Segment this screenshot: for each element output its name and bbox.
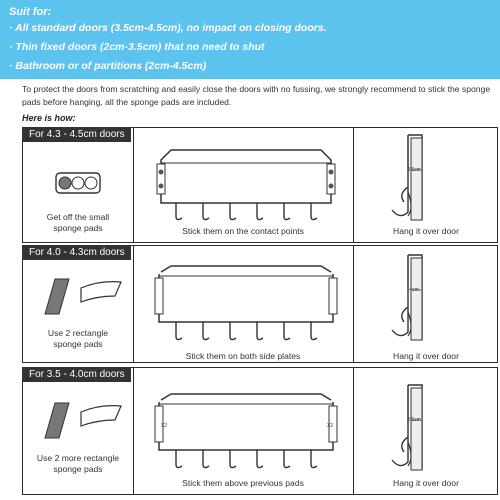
banner-line-thin-doors: · Thin fixed doors (2cm-3.5cm) that no need to shut — [9, 41, 265, 53]
column-divider — [353, 368, 354, 494]
mid-caption: Stick them on the contact points — [182, 226, 304, 236]
left-caption-line-2: sponge pads — [53, 464, 103, 474]
left-caption-line-2: sponge pads — [53, 223, 103, 233]
x2-tag-left: X2 — [160, 423, 168, 429]
panel-header: For 3.5 - 4.0cm doors — [22, 367, 131, 382]
hang-over-door-illustration — [378, 252, 448, 342]
banner-title: Suit for: — [9, 6, 52, 18]
instruction-panel-1 — [22, 127, 498, 243]
column-divider — [353, 246, 354, 362]
intro-text: To protect the doors from scratching and easily close the doors with no fussing, we strongly recommend to stick the sponge pads before hanging, all the sponge pads are included. — [22, 84, 491, 107]
right-caption: Hang it over door — [393, 478, 459, 488]
panel-header: For 4.3 - 4.5cm doors — [22, 127, 131, 142]
right-caption: Hang it over door — [393, 351, 459, 361]
door-measure-label: 4.5cm — [407, 167, 421, 173]
mid-caption: Stick them above previous pads — [182, 478, 304, 488]
mid-caption: Stick them on both side plates — [185, 351, 301, 361]
door-measure-label: 4cm — [409, 287, 419, 293]
instruction-panel-2 — [22, 245, 498, 363]
banner-line-standard-doors: · All standard doors (3.5cm-4.5cm), no impact on closing doors. — [9, 22, 327, 34]
column-divider — [133, 246, 134, 362]
hanger-rack-illustration — [151, 264, 341, 344]
rectangle-sponge-pads-illustration — [45, 276, 125, 316]
small-sponge-pads-illustration — [55, 172, 101, 194]
banner-line-bathroom: · Bathroom or of partitions (2cm-4.5cm) — [9, 60, 207, 72]
suitability-banner — [0, 0, 500, 79]
right-caption: Hang it over door — [393, 226, 459, 236]
rectangle-sponge-pads-illustration — [45, 400, 125, 440]
left-caption-line-1: Use 2 more rectangle — [36, 453, 120, 463]
hang-over-door-illustration — [378, 132, 448, 222]
howto-heading: Here is how: — [22, 113, 76, 123]
hang-over-door-illustration — [378, 382, 448, 472]
left-caption-line-1: Use 2 rectangle — [47, 328, 109, 338]
x2-tag-right: X2 — [326, 423, 334, 429]
left-caption-line-2: sponge pads — [53, 339, 103, 349]
panel-header: For 4.0 - 4.3cm doors — [22, 245, 131, 260]
left-caption-line-1: Get off the small — [46, 212, 110, 222]
column-divider — [133, 128, 134, 242]
hanger-rack-illustration — [151, 148, 341, 223]
instruction-panel-3 — [22, 367, 498, 495]
column-divider — [133, 368, 134, 494]
column-divider — [353, 128, 354, 242]
hanger-rack-illustration — [151, 392, 341, 472]
door-measure-label: 3.5cm — [407, 417, 421, 423]
